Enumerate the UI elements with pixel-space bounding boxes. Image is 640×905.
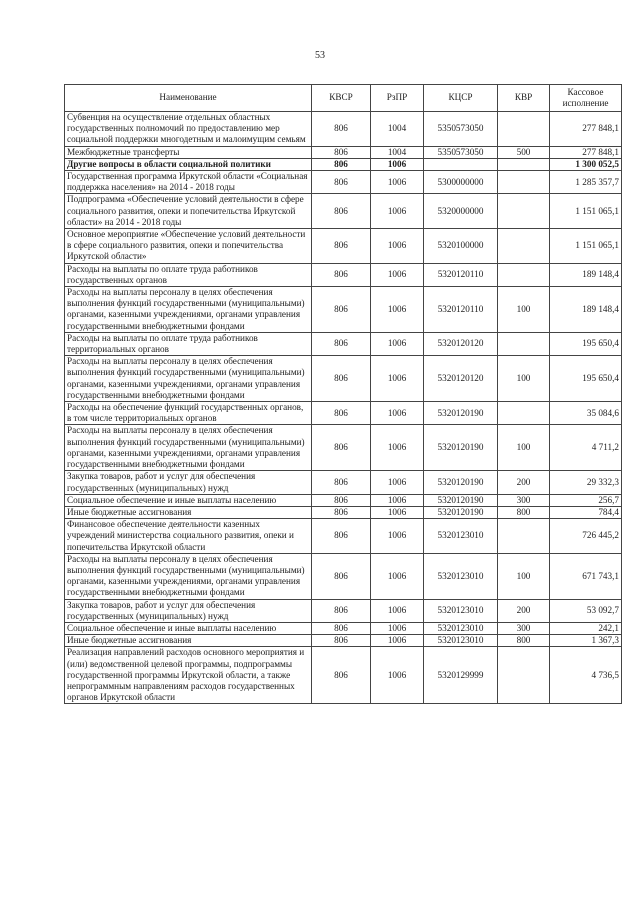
cell-kvr: 500 xyxy=(498,146,550,158)
budget-table xyxy=(64,84,622,704)
cell-rzpr: 1006 xyxy=(371,553,424,599)
cell-kvsr: 806 xyxy=(312,356,371,402)
cell-sum: 189 148,4 xyxy=(550,287,622,333)
cell-kvsr: 806 xyxy=(312,622,371,634)
cell-rzpr: 1006 xyxy=(371,494,424,506)
cell-name: Реализация направлений расходов основного мероприятия и (или) ведомственной целевой программы, подпрограммы государственной программы Иркутской области, а также непрограммным направлениям расходов государственных органов Иркутской области xyxy=(65,647,312,704)
cell-kvsr: 806 xyxy=(312,494,371,506)
cell-kcsr: 5320123010 xyxy=(424,599,498,622)
cell-kvsr: 806 xyxy=(312,425,371,471)
cell-kvr: 300 xyxy=(498,622,550,634)
cell-kvr: 800 xyxy=(498,635,550,647)
header-sum: Кассовое исполнение xyxy=(550,85,622,112)
cell-name: Расходы на выплаты персоналу в целях обеспечения выполнения функций государственными (муниципальными) органами, казенными учреждениями, органами управления государственными внебюджетными фондами xyxy=(65,356,312,402)
cell-kvsr: 806 xyxy=(312,635,371,647)
table-row xyxy=(65,622,622,634)
cell-kvsr: 806 xyxy=(312,158,371,170)
table-row xyxy=(65,635,622,647)
cell-name: Закупка товаров, работ и услуг для обеспечения государственных (муниципальных) нужд xyxy=(65,471,312,494)
cell-kvr: 100 xyxy=(498,356,550,402)
cell-sum: 29 332,3 xyxy=(550,471,622,494)
cell-kcsr: 5300000000 xyxy=(424,171,498,194)
header-kvsr: КВСР xyxy=(312,85,371,112)
cell-kvr xyxy=(498,402,550,425)
cell-name: Подпрограмма «Обеспечение условий деятельности в сфере социального развития, опеки и попечительства Иркутской области» на 2014 - 2018 годы xyxy=(65,194,312,229)
cell-kvsr: 806 xyxy=(312,553,371,599)
cell-name: Социальное обеспечение и иные выплаты населению xyxy=(65,494,312,506)
table-row xyxy=(65,287,622,333)
table-row xyxy=(65,194,622,229)
cell-kcsr: 5320129999 xyxy=(424,647,498,704)
cell-rzpr: 1006 xyxy=(371,287,424,333)
table-row xyxy=(65,599,622,622)
table-row xyxy=(65,263,622,286)
cell-kvsr: 806 xyxy=(312,506,371,518)
cell-kvr xyxy=(498,158,550,170)
cell-rzpr: 1006 xyxy=(371,158,424,170)
cell-kcsr: 5320120110 xyxy=(424,263,498,286)
cell-kcsr: 5320120120 xyxy=(424,356,498,402)
table-row xyxy=(65,494,622,506)
cell-rzpr: 1006 xyxy=(371,599,424,622)
cell-name: Субвенция на осуществление отдельных областных государственных полномочий по предоставлению мер социальной поддержки многодетным и малоимущим семьям xyxy=(65,112,312,147)
table-row xyxy=(65,229,622,264)
cell-kcsr: 5320120110 xyxy=(424,287,498,333)
cell-name: Расходы на выплаты по оплате труда работников территориальных органов xyxy=(65,332,312,355)
cell-kcsr: 5320123010 xyxy=(424,519,498,554)
table-row xyxy=(65,402,622,425)
cell-kcsr xyxy=(424,158,498,170)
cell-rzpr: 1006 xyxy=(371,622,424,634)
page-number: 53 xyxy=(315,50,325,61)
cell-name: Расходы на выплаты персоналу в целях обеспечения выполнения функций государственными (муниципальными) органами, казенными учреждениями, органами управления государственными внебюджетными фондами xyxy=(65,287,312,333)
cell-name: Межбюджетные трансферты xyxy=(65,146,312,158)
cell-kvr: 300 xyxy=(498,494,550,506)
cell-kcsr: 5350573050 xyxy=(424,112,498,147)
cell-kvr xyxy=(498,171,550,194)
cell-sum: 53 092,7 xyxy=(550,599,622,622)
table-header-row xyxy=(65,85,622,112)
cell-rzpr: 1006 xyxy=(371,519,424,554)
cell-kvsr: 806 xyxy=(312,647,371,704)
cell-sum: 195 650,4 xyxy=(550,332,622,355)
cell-kvr xyxy=(498,194,550,229)
cell-kvsr: 806 xyxy=(312,519,371,554)
cell-name: Государственная программа Иркутской области «Социальная поддержка населения» на 2014 - 2018 годы xyxy=(65,171,312,194)
table-row xyxy=(65,158,622,170)
cell-kvsr: 806 xyxy=(312,194,371,229)
cell-kcsr: 5350573050 xyxy=(424,146,498,158)
cell-rzpr: 1006 xyxy=(371,263,424,286)
cell-kcsr: 5320120190 xyxy=(424,471,498,494)
cell-sum: 671 743,1 xyxy=(550,553,622,599)
cell-sum: 256,7 xyxy=(550,494,622,506)
cell-name: Расходы на выплаты персоналу в целях обеспечения выполнения функций государственными (муниципальными) органами, казенными учреждениями, органами управления государственными внебюджетными фондами xyxy=(65,425,312,471)
cell-kvsr: 806 xyxy=(312,229,371,264)
cell-kvsr: 806 xyxy=(312,471,371,494)
cell-sum: 277 848,1 xyxy=(550,112,622,147)
cell-kvr: 100 xyxy=(498,425,550,471)
table-row xyxy=(65,171,622,194)
cell-sum: 195 650,4 xyxy=(550,356,622,402)
cell-name: Расходы на обеспечение функций государственных органов, в том числе территориальных органов xyxy=(65,402,312,425)
cell-kcsr: 5320123010 xyxy=(424,622,498,634)
cell-kvr xyxy=(498,112,550,147)
header-rzpr: РзПР xyxy=(371,85,424,112)
table-row xyxy=(65,425,622,471)
cell-sum: 1 367,3 xyxy=(550,635,622,647)
cell-kvr: 200 xyxy=(498,471,550,494)
table-row xyxy=(65,471,622,494)
cell-kvsr: 806 xyxy=(312,599,371,622)
cell-kvr xyxy=(498,229,550,264)
table-row xyxy=(65,647,622,704)
cell-kcsr: 5320000000 xyxy=(424,194,498,229)
cell-kvr: 100 xyxy=(498,553,550,599)
cell-sum: 4 711,2 xyxy=(550,425,622,471)
cell-name: Другие вопросы в области социальной политики xyxy=(65,158,312,170)
cell-name: Расходы на выплаты по оплате труда работников государственных органов xyxy=(65,263,312,286)
cell-kvr: 800 xyxy=(498,506,550,518)
cell-rzpr: 1004 xyxy=(371,146,424,158)
cell-kcsr: 5320120190 xyxy=(424,494,498,506)
cell-rzpr: 1006 xyxy=(371,332,424,355)
cell-kvsr: 806 xyxy=(312,112,371,147)
cell-rzpr: 1006 xyxy=(371,229,424,264)
cell-name: Иные бюджетные ассигнования xyxy=(65,635,312,647)
cell-rzpr: 1006 xyxy=(371,425,424,471)
table-row xyxy=(65,553,622,599)
cell-rzpr: 1006 xyxy=(371,635,424,647)
cell-rzpr: 1006 xyxy=(371,171,424,194)
cell-sum: 189 148,4 xyxy=(550,263,622,286)
cell-rzpr: 1006 xyxy=(371,194,424,229)
cell-rzpr: 1006 xyxy=(371,647,424,704)
table-row xyxy=(65,112,622,147)
cell-sum: 35 084,6 xyxy=(550,402,622,425)
cell-name: Социальное обеспечение и иные выплаты населению xyxy=(65,622,312,634)
cell-rzpr: 1006 xyxy=(371,356,424,402)
cell-sum: 242,1 xyxy=(550,622,622,634)
cell-sum: 726 445,2 xyxy=(550,519,622,554)
cell-name: Финансовое обеспечение деятельности казенных учреждений министерства социального развития, опеки и попечительства Иркутской области xyxy=(65,519,312,554)
cell-kcsr: 5320120190 xyxy=(424,506,498,518)
table-row xyxy=(65,332,622,355)
header-kcsr: КЦСР xyxy=(424,85,498,112)
cell-name: Основное мероприятие «Обеспечение условий деятельности в сфере социального развития, опеки и попечительства Иркутской области» xyxy=(65,229,312,264)
cell-kvr xyxy=(498,647,550,704)
cell-sum: 4 736,5 xyxy=(550,647,622,704)
cell-kvr xyxy=(498,519,550,554)
cell-kcsr: 5320100000 xyxy=(424,229,498,264)
table-row xyxy=(65,146,622,158)
cell-kcsr: 5320120120 xyxy=(424,332,498,355)
cell-rzpr: 1006 xyxy=(371,471,424,494)
cell-name: Расходы на выплаты персоналу в целях обеспечения выполнения функций государственными (муниципальными) органами, казенными учреждениями, органами управления государственными внебюджетными фондами xyxy=(65,553,312,599)
cell-rzpr: 1004 xyxy=(371,112,424,147)
cell-kvsr: 806 xyxy=(312,263,371,286)
cell-kvsr: 806 xyxy=(312,171,371,194)
header-kvr: КВР xyxy=(498,85,550,112)
cell-kvsr: 806 xyxy=(312,332,371,355)
cell-sum: 277 848,1 xyxy=(550,146,622,158)
cell-name: Закупка товаров, работ и услуг для обеспечения государственных (муниципальных) нужд xyxy=(65,599,312,622)
cell-sum: 1 151 065,1 xyxy=(550,229,622,264)
cell-kvr: 200 xyxy=(498,599,550,622)
cell-name: Иные бюджетные ассигнования xyxy=(65,506,312,518)
cell-kcsr: 5320120190 xyxy=(424,425,498,471)
cell-rzpr: 1006 xyxy=(371,506,424,518)
cell-kvr xyxy=(498,263,550,286)
header-name: Наименование xyxy=(65,85,312,112)
cell-kvr: 100 xyxy=(498,287,550,333)
cell-kcsr: 5320120190 xyxy=(424,402,498,425)
cell-rzpr: 1006 xyxy=(371,402,424,425)
table-row xyxy=(65,356,622,402)
cell-sum: 1 151 065,1 xyxy=(550,194,622,229)
cell-kcsr: 5320123010 xyxy=(424,635,498,647)
table-row xyxy=(65,519,622,554)
cell-kcsr: 5320123010 xyxy=(424,553,498,599)
cell-kvsr: 806 xyxy=(312,287,371,333)
cell-sum: 1 300 052,5 xyxy=(550,158,622,170)
cell-sum: 1 285 357,7 xyxy=(550,171,622,194)
cell-kvr xyxy=(498,332,550,355)
table-row xyxy=(65,506,622,518)
cell-kvsr: 806 xyxy=(312,146,371,158)
cell-kvsr: 806 xyxy=(312,402,371,425)
cell-sum: 784,4 xyxy=(550,506,622,518)
